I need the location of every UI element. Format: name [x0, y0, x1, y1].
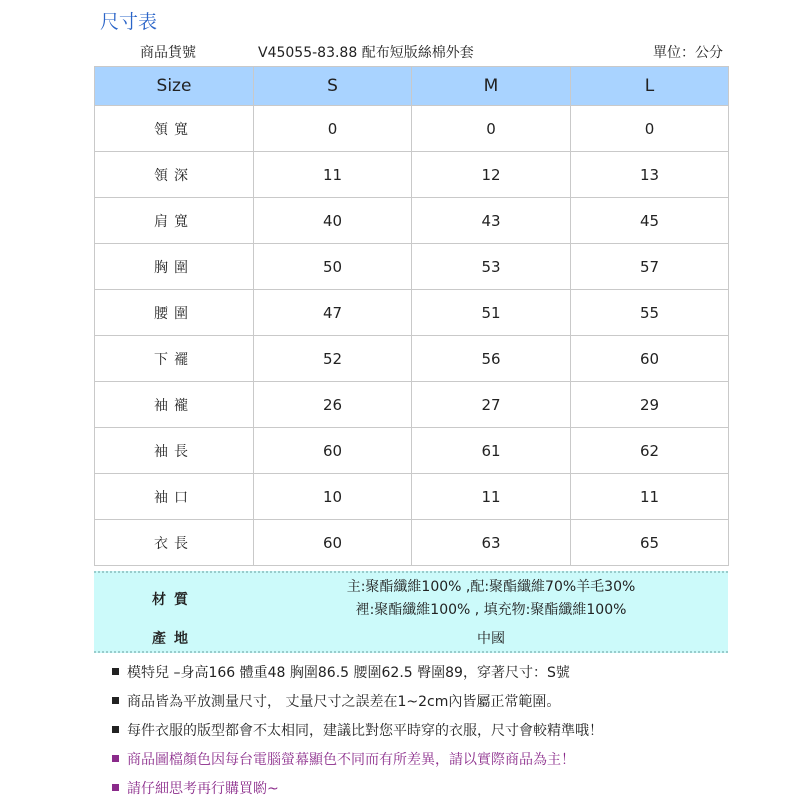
table-row	[95, 336, 729, 382]
table-row	[95, 290, 729, 336]
row-label: 袖襱	[95, 382, 254, 428]
row-label: 袖長	[95, 428, 254, 474]
table-cell: 60	[254, 428, 412, 474]
bullet-icon	[112, 697, 119, 704]
unit-label: 單位：公分	[653, 45, 723, 61]
size-table-body	[95, 106, 729, 566]
table-cell: 45	[571, 198, 729, 244]
table-cell: 52	[254, 336, 412, 382]
origin-value: 中國	[477, 631, 505, 647]
header-s: S	[254, 67, 412, 106]
table-cell: 0	[254, 106, 412, 152]
row-label: 袖口	[95, 474, 254, 520]
note-item	[112, 662, 603, 691]
table-cell: 11	[254, 152, 412, 198]
header-size: Size	[95, 67, 254, 106]
material-section	[94, 571, 728, 653]
table-row	[95, 382, 729, 428]
table-cell: 13	[571, 152, 729, 198]
header-m: M	[412, 67, 571, 106]
table-cell: 26	[254, 382, 412, 428]
note-item	[112, 720, 603, 749]
bullet-icon	[112, 755, 119, 762]
table-cell: 11	[412, 474, 571, 520]
product-code: V45055-83.88 配布短版絲棉外套	[258, 45, 474, 61]
row-label: 下襬	[95, 336, 254, 382]
table-cell: 55	[571, 290, 729, 336]
table-cell: 60	[571, 336, 729, 382]
table-cell: 61	[412, 428, 571, 474]
row-label: 領寬	[95, 106, 254, 152]
table-cell: 63	[412, 520, 571, 566]
bullet-icon	[112, 726, 119, 733]
page-title: 尺寸表	[100, 11, 158, 33]
row-label: 衣長	[95, 520, 254, 566]
table-cell: 0	[412, 106, 571, 152]
table-cell: 51	[412, 290, 571, 336]
bullet-icon	[112, 668, 119, 675]
material-label: 材質	[152, 592, 196, 608]
table-row	[95, 244, 729, 290]
table-cell: 65	[571, 520, 729, 566]
note-item	[112, 691, 603, 720]
note-item	[112, 778, 603, 807]
size-header-row	[95, 67, 729, 106]
table-cell: 47	[254, 290, 412, 336]
table-cell: 0	[571, 106, 729, 152]
row-label: 腰圍	[95, 290, 254, 336]
table-row	[95, 152, 729, 198]
note-text: 商品圖檔顏色因每台電腦螢幕顯色不同而有所差異，請以實際商品為主！	[127, 752, 575, 768]
material-line-2: 裡:聚酯纖維100% , 填充物:聚酯纖維100%	[355, 602, 627, 618]
note-item	[112, 749, 603, 778]
table-cell: 10	[254, 474, 412, 520]
table-cell: 43	[412, 198, 571, 244]
row-label: 領深	[95, 152, 254, 198]
bullet-icon	[112, 784, 119, 791]
table-cell: 50	[254, 244, 412, 290]
table-cell: 56	[412, 336, 571, 382]
table-row	[95, 106, 729, 152]
table-row	[95, 474, 729, 520]
origin-label: 產地	[152, 631, 196, 647]
table-cell: 40	[254, 198, 412, 244]
note-text: 模特兒 –身高166 體重48 胸圍86.5 腰圍62.5 臀圍89，穿著尺寸：S號	[127, 665, 570, 681]
note-text: 每件衣服的版型都會不太相同，建議比對您平時穿的衣服，尺寸會較精準哦！	[127, 723, 603, 739]
note-text: 商品皆為平放測量尺寸， 丈量尺寸之誤差在1~2cm內皆屬正常範圍。	[127, 694, 561, 710]
table-row	[95, 198, 729, 244]
product-code-label: 商品貨號	[140, 45, 196, 61]
note-text: 請仔細思考再行購買喲~	[127, 781, 279, 797]
size-table	[94, 66, 729, 566]
table-cell: 29	[571, 382, 729, 428]
table-cell: 62	[571, 428, 729, 474]
table-cell: 27	[412, 382, 571, 428]
table-row	[95, 428, 729, 474]
table-cell: 12	[412, 152, 571, 198]
table-cell: 57	[571, 244, 729, 290]
table-cell: 53	[412, 244, 571, 290]
table-cell: 11	[571, 474, 729, 520]
material-line-1: 主:聚酯纖維100% ,配:聚酯纖維70%羊毛30%	[346, 579, 636, 595]
table-cell: 60	[254, 520, 412, 566]
header-l: L	[571, 67, 729, 106]
row-label: 胸圍	[95, 244, 254, 290]
table-row	[95, 520, 729, 566]
notes-list	[112, 662, 603, 807]
row-label: 肩寬	[95, 198, 254, 244]
